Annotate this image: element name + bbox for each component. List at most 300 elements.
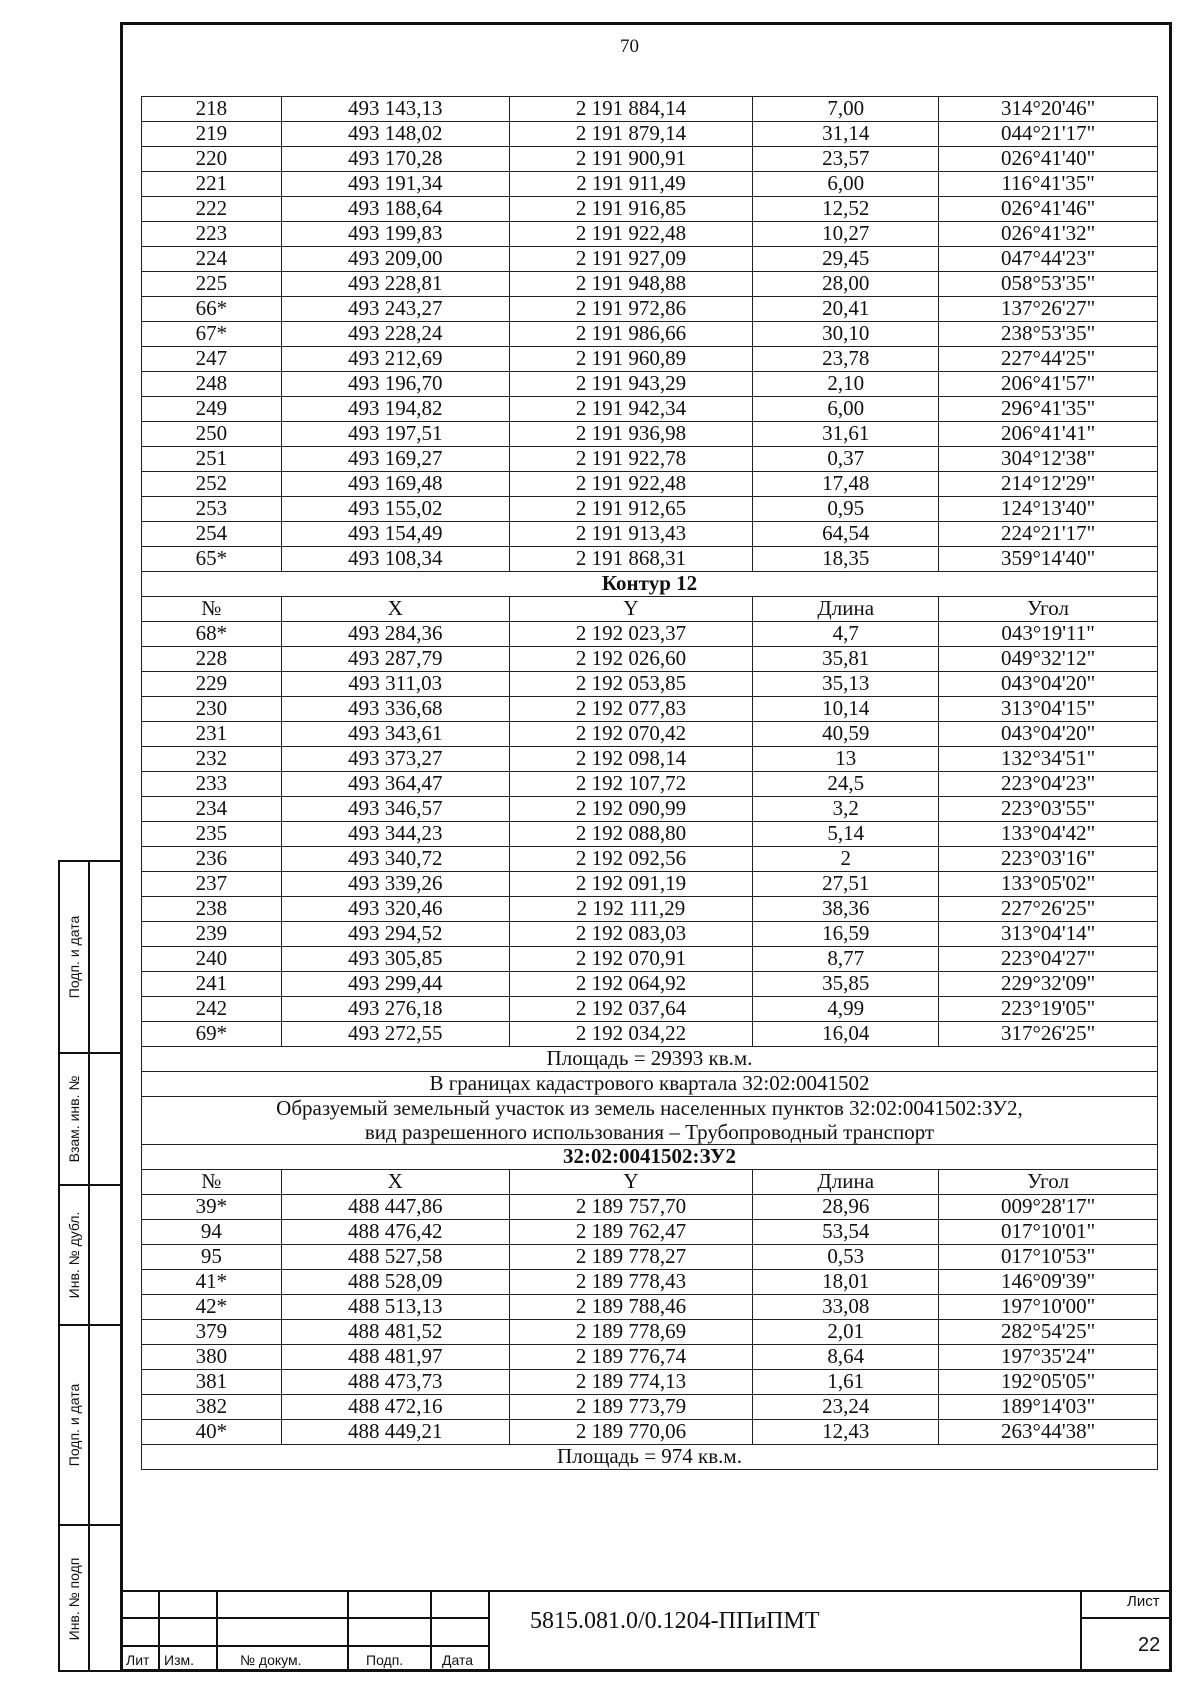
table-cell: 31,14 — [753, 122, 939, 147]
table-cell: 2 192 111,29 — [509, 897, 753, 922]
table-row — [142, 772, 1158, 797]
table-cell: 28,96 — [753, 1195, 939, 1220]
column-header: Длина — [753, 1170, 939, 1195]
table-row — [142, 1220, 1158, 1245]
column-header: X — [281, 597, 509, 622]
quarter-line: В границах кадастрового квартала 32:02:0041502 — [142, 1072, 1158, 1097]
table-cell: 223 — [142, 222, 282, 247]
table-cell: 242 — [142, 997, 282, 1022]
table-cell: 1,61 — [753, 1370, 939, 1395]
parcel-description-row — [142, 1097, 1158, 1145]
parcel-title-row — [142, 1145, 1158, 1170]
table-cell: 493 299,44 — [281, 972, 509, 997]
col-label-date: Дата — [442, 1652, 474, 1668]
table-cell: 206°41'41" — [939, 422, 1158, 447]
table-cell: 249 — [142, 397, 282, 422]
header-row — [142, 1170, 1158, 1195]
side-cell-sign-date-2 — [60, 1324, 120, 1524]
table-cell: 493 143,13 — [281, 97, 509, 122]
table-row — [142, 472, 1158, 497]
table-cell: 493 373,27 — [281, 747, 509, 772]
table-row — [142, 1320, 1158, 1345]
table-cell: 189°14'03" — [939, 1395, 1158, 1420]
table-cell: 2 191 986,66 — [509, 322, 753, 347]
table-cell: 2 191 911,49 — [509, 172, 753, 197]
table-row — [142, 172, 1158, 197]
table-cell: 31,61 — [753, 422, 939, 447]
table-cell: 314°20'46" — [939, 97, 1158, 122]
table-cell: 223°19'05" — [939, 997, 1158, 1022]
header-row — [142, 597, 1158, 622]
side-label: Подп. и дата — [66, 915, 82, 999]
table-cell: 0,37 — [753, 447, 939, 472]
table-cell: 192°05'05" — [939, 1370, 1158, 1395]
table-cell: 231 — [142, 722, 282, 747]
table-cell: 69* — [142, 1022, 282, 1047]
table-cell: 493 284,36 — [281, 622, 509, 647]
table-cell: 493 154,49 — [281, 522, 509, 547]
parcel-description-line: вид разрешенного использования – Трубопроводный транспорт — [364, 1119, 935, 1144]
table-cell: 2 191 972,86 — [509, 297, 753, 322]
table-cell: 2 189 757,70 — [509, 1195, 753, 1220]
table-cell: 043°04'20" — [939, 722, 1158, 747]
table-cell: 2 192 070,91 — [509, 947, 753, 972]
table-cell: 2 191 922,78 — [509, 447, 753, 472]
table-cell: 2 191 912,65 — [509, 497, 753, 522]
table-cell: 493 276,18 — [281, 997, 509, 1022]
table-cell: 234 — [142, 797, 282, 822]
table-cell: 133°05'02" — [939, 872, 1158, 897]
table-cell: 229°32'09" — [939, 972, 1158, 997]
sheet-number: 22 — [1138, 1634, 1161, 1656]
table-cell: 13 — [753, 747, 939, 772]
table-cell: 222 — [142, 197, 282, 222]
table-cell: 35,81 — [753, 647, 939, 672]
table-cell: 23,78 — [753, 347, 939, 372]
table-cell: 12,52 — [753, 197, 939, 222]
table-cell: 2 192 053,85 — [509, 672, 753, 697]
table-row — [142, 222, 1158, 247]
table-cell: 493 243,27 — [281, 297, 509, 322]
table-cell: 250 — [142, 422, 282, 447]
table-cell: 233 — [142, 772, 282, 797]
table-row — [142, 297, 1158, 322]
table-cell: 296°41'35" — [939, 397, 1158, 422]
table-cell: 17,48 — [753, 472, 939, 497]
table-cell: 493 191,34 — [281, 172, 509, 197]
table-cell: 0,95 — [753, 497, 939, 522]
table-cell: 049°32'12" — [939, 647, 1158, 672]
table-cell: 67* — [142, 322, 282, 347]
table-cell: 38,36 — [753, 897, 939, 922]
document-code: 5815.081.0/0.1204-ППиПМТ — [530, 1608, 820, 1634]
table-cell: 53,54 — [753, 1220, 939, 1245]
table-cell: 493 294,52 — [281, 922, 509, 947]
table-cell: 493 340,72 — [281, 847, 509, 872]
table-cell: 2 191 922,48 — [509, 472, 753, 497]
table-cell: 12,43 — [753, 1420, 939, 1445]
table-row — [142, 822, 1158, 847]
table-cell: 221 — [142, 172, 282, 197]
area-total-row — [142, 1445, 1158, 1470]
table-cell: 2 192 064,92 — [509, 972, 753, 997]
table-cell: 0,53 — [753, 1245, 939, 1270]
table-cell: 224°21'17" — [939, 522, 1158, 547]
table-cell: 10,14 — [753, 697, 939, 722]
table-cell: 493 148,02 — [281, 122, 509, 147]
table-cell: 2 189 773,79 — [509, 1395, 753, 1420]
table-cell: 493 228,24 — [281, 322, 509, 347]
table-cell: 493 339,26 — [281, 872, 509, 897]
table-cell: 2 192 092,56 — [509, 847, 753, 872]
side-label: Взам. инв. № — [66, 1075, 82, 1163]
side-cell-replace-inv — [60, 1052, 120, 1184]
table-row — [142, 272, 1158, 297]
table-row — [142, 747, 1158, 772]
table-cell: 8,77 — [753, 947, 939, 972]
table-cell: 95 — [142, 1245, 282, 1270]
table-row — [142, 497, 1158, 522]
table-row — [142, 722, 1158, 747]
table-cell: 493 188,64 — [281, 197, 509, 222]
table-row — [142, 397, 1158, 422]
table-cell: 218 — [142, 97, 282, 122]
table-cell: 197°10'00" — [939, 1295, 1158, 1320]
table-cell: 2 — [753, 847, 939, 872]
table-cell: 379 — [142, 1320, 282, 1345]
table-cell: 2 192 098,14 — [509, 747, 753, 772]
table-row — [142, 97, 1158, 122]
table-cell: 240 — [142, 947, 282, 972]
table-cell: 2 192 091,19 — [509, 872, 753, 897]
column-header: № — [142, 597, 282, 622]
table-cell: 6,00 — [753, 397, 939, 422]
table-cell: 488 527,58 — [281, 1245, 509, 1270]
table-cell: 230 — [142, 697, 282, 722]
table-cell: 33,08 — [753, 1295, 939, 1320]
parcel-description-line: Образуемый земельный участок из земель населенных пунктов 32:02:0041502:ЗУ2, — [276, 1096, 1023, 1120]
table-row — [142, 797, 1158, 822]
table-cell: 017°10'01" — [939, 1220, 1158, 1245]
table-row — [142, 197, 1158, 222]
table-cell: 64,54 — [753, 522, 939, 547]
table-cell: 488 449,21 — [281, 1420, 509, 1445]
coordinates-table — [141, 96, 1158, 1470]
table-cell: 493 364,47 — [281, 772, 509, 797]
table-row — [142, 1245, 1158, 1270]
table-cell: 2 189 762,47 — [509, 1220, 753, 1245]
column-header: Длина — [753, 597, 939, 622]
area-total: Площадь = 974 кв.м. — [142, 1445, 1158, 1470]
table-cell: 488 447,86 — [281, 1195, 509, 1220]
table-cell: 24,5 — [753, 772, 939, 797]
table-cell: 6,00 — [753, 172, 939, 197]
table-row — [142, 972, 1158, 997]
table-cell: 68* — [142, 622, 282, 647]
table-cell: 493 344,23 — [281, 822, 509, 847]
table-cell: 18,01 — [753, 1270, 939, 1295]
table-cell: 23,57 — [753, 147, 939, 172]
table-cell: 493 197,51 — [281, 422, 509, 447]
table-cell: 493 305,85 — [281, 947, 509, 972]
table-cell: 017°10'53" — [939, 1245, 1158, 1270]
parcel-description — [142, 1097, 1158, 1145]
table-cell: 3,2 — [753, 797, 939, 822]
table-cell: 254 — [142, 522, 282, 547]
table-cell: 232 — [142, 747, 282, 772]
table-cell: 493 169,27 — [281, 447, 509, 472]
table-cell: 009°28'17" — [939, 1195, 1158, 1220]
table-cell: 236 — [142, 847, 282, 872]
column-header: Угол — [939, 1170, 1158, 1195]
table-cell: 40* — [142, 1420, 282, 1445]
table-cell: 488 481,52 — [281, 1320, 509, 1345]
table-cell: 66* — [142, 297, 282, 322]
table-cell: 2 189 778,43 — [509, 1270, 753, 1295]
table-cell: 41* — [142, 1270, 282, 1295]
table-cell: 493 311,03 — [281, 672, 509, 697]
table-cell: 058°53'35" — [939, 272, 1158, 297]
table-cell: 493 212,69 — [281, 347, 509, 372]
table-cell: 238°53'35" — [939, 322, 1158, 347]
side-cell-dup-inv — [60, 1184, 120, 1324]
table-cell: 282°54'25" — [939, 1320, 1158, 1345]
table-cell: 380 — [142, 1345, 282, 1370]
col-label-sign: Подп. — [366, 1652, 404, 1668]
table-cell: 2 192 083,03 — [509, 922, 753, 947]
table-row — [142, 922, 1158, 947]
table-cell: 026°41'40" — [939, 147, 1158, 172]
table-cell: 488 473,73 — [281, 1370, 509, 1395]
area-total-row — [142, 1047, 1158, 1072]
table-cell: 2 191 960,89 — [509, 347, 753, 372]
col-label-doc-no: № докум. — [240, 1652, 302, 1668]
table-cell: 228 — [142, 647, 282, 672]
table-cell: 2 192 023,37 — [509, 622, 753, 647]
table-cell: 223°03'55" — [939, 797, 1158, 822]
table-cell: 313°04'15" — [939, 697, 1158, 722]
side-cell-orig-inv — [60, 1524, 120, 1672]
table-cell: 2 191 943,29 — [509, 372, 753, 397]
table-cell: 27,51 — [753, 872, 939, 897]
table-cell: 223°03'16" — [939, 847, 1158, 872]
table-cell: 488 481,97 — [281, 1345, 509, 1370]
table-cell: 2 192 034,22 — [509, 1022, 753, 1047]
table-cell: 2 191 927,09 — [509, 247, 753, 272]
table-cell: 239 — [142, 922, 282, 947]
table-cell: 2 192 026,60 — [509, 647, 753, 672]
side-label: Подп. и дата — [66, 1383, 82, 1467]
table-cell: 35,13 — [753, 672, 939, 697]
table-cell: 2 191 900,91 — [509, 147, 753, 172]
table-cell: 026°41'46" — [939, 197, 1158, 222]
table-row — [142, 547, 1158, 572]
table-cell: 493 108,34 — [281, 547, 509, 572]
table-cell: 18,35 — [753, 547, 939, 572]
table-row — [142, 1345, 1158, 1370]
table-cell: 94 — [142, 1220, 282, 1245]
table-cell: 206°41'57" — [939, 372, 1158, 397]
table-cell: 381 — [142, 1370, 282, 1395]
table-cell: 251 — [142, 447, 282, 472]
column-header: X — [281, 1170, 509, 1195]
area-total: Площадь = 29393 кв.м. — [142, 1047, 1158, 1072]
table-row — [142, 872, 1158, 897]
col-label-change: Изм. — [164, 1652, 194, 1668]
table-cell: 227°44'25" — [939, 347, 1158, 372]
contour-title: Контур 12 — [142, 572, 1158, 597]
table-cell: 2,10 — [753, 372, 939, 397]
parcel-title: 32:02:0041502:ЗУ2 — [142, 1145, 1158, 1170]
table-cell: 2 189 778,27 — [509, 1245, 753, 1270]
table-cell: 2 192 070,42 — [509, 722, 753, 747]
table-cell: 2 189 788,46 — [509, 1295, 753, 1320]
table-cell: 2 191 868,31 — [509, 547, 753, 572]
table-cell: 488 513,13 — [281, 1295, 509, 1320]
table-row — [142, 347, 1158, 372]
table-cell: 237 — [142, 872, 282, 897]
table-cell: 313°04'14" — [939, 922, 1158, 947]
table-cell: 043°19'11" — [939, 622, 1158, 647]
quarter-line-row — [142, 1072, 1158, 1097]
table-cell: 2,01 — [753, 1320, 939, 1345]
table-cell: 2 191 942,34 — [509, 397, 753, 422]
table-row — [142, 672, 1158, 697]
table-cell: 488 476,42 — [281, 1220, 509, 1245]
page-number: 70 — [620, 36, 639, 57]
table-cell: 29,45 — [753, 247, 939, 272]
table-cell: 493 287,79 — [281, 647, 509, 672]
table-row — [142, 447, 1158, 472]
table-cell: 488 528,09 — [281, 1270, 509, 1295]
table-cell: 65* — [142, 547, 282, 572]
table-cell: 23,24 — [753, 1395, 939, 1420]
table-row — [142, 847, 1158, 872]
table-cell: 241 — [142, 972, 282, 997]
side-cell-sign-date — [60, 862, 120, 1052]
table-cell: 39* — [142, 1195, 282, 1220]
table-cell: 488 472,16 — [281, 1395, 509, 1420]
table-cell: 382 — [142, 1395, 282, 1420]
table-cell: 8,64 — [753, 1345, 939, 1370]
table-cell: 2 189 776,74 — [509, 1345, 753, 1370]
table-cell: 493 228,81 — [281, 272, 509, 297]
table-row — [142, 1195, 1158, 1220]
table-cell: 229 — [142, 672, 282, 697]
table-cell: 133°04'42" — [939, 822, 1158, 847]
table-cell: 493 196,70 — [281, 372, 509, 397]
table-cell: 223°04'27" — [939, 947, 1158, 972]
contour-title-row — [142, 572, 1158, 597]
table-row — [142, 247, 1158, 272]
table-cell: 219 — [142, 122, 282, 147]
table-cell: 35,85 — [753, 972, 939, 997]
column-header: № — [142, 1170, 282, 1195]
table-cell: 223°04'23" — [939, 772, 1158, 797]
table-cell: 116°41'35" — [939, 172, 1158, 197]
table-cell: 493 272,55 — [281, 1022, 509, 1047]
side-label: Инв. № подп — [66, 1557, 82, 1641]
table-cell: 2 192 107,72 — [509, 772, 753, 797]
table-cell: 16,04 — [753, 1022, 939, 1047]
table-cell: 197°35'24" — [939, 1345, 1158, 1370]
table-cell: 2 189 778,69 — [509, 1320, 753, 1345]
table-cell: 238 — [142, 897, 282, 922]
table-row — [142, 422, 1158, 447]
table-row — [142, 897, 1158, 922]
table-cell: 317°26'25" — [939, 1022, 1158, 1047]
side-stamp — [58, 860, 120, 1672]
table-cell: 42* — [142, 1295, 282, 1320]
table-cell: 493 194,82 — [281, 397, 509, 422]
table-row — [142, 1395, 1158, 1420]
table-row — [142, 522, 1158, 547]
table-cell: 493 346,57 — [281, 797, 509, 822]
table-cell: 2 191 948,88 — [509, 272, 753, 297]
table-row — [142, 1022, 1158, 1047]
table-cell: 2 192 037,64 — [509, 997, 753, 1022]
table-cell: 227°26'25" — [939, 897, 1158, 922]
table-cell: 137°26'27" — [939, 297, 1158, 322]
table-cell: 043°04'20" — [939, 672, 1158, 697]
table-cell: 493 170,28 — [281, 147, 509, 172]
table-cell: 2 191 884,14 — [509, 97, 753, 122]
table-cell: 493 343,61 — [281, 722, 509, 747]
table-row — [142, 697, 1158, 722]
column-header: Угол — [939, 597, 1158, 622]
table-cell: 235 — [142, 822, 282, 847]
table-cell: 493 320,46 — [281, 897, 509, 922]
table-cell: 2 191 922,48 — [509, 222, 753, 247]
table-row — [142, 1270, 1158, 1295]
table-cell: 044°21'17" — [939, 122, 1158, 147]
table-cell: 2 192 088,80 — [509, 822, 753, 847]
table-cell: 2 191 936,98 — [509, 422, 753, 447]
table-cell: 047°44'23" — [939, 247, 1158, 272]
table-cell: 20,41 — [753, 297, 939, 322]
table-cell: 247 — [142, 347, 282, 372]
table-cell: 214°12'29" — [939, 472, 1158, 497]
table-cell: 2 192 090,99 — [509, 797, 753, 822]
table-cell: 132°34'51" — [939, 747, 1158, 772]
table-row — [142, 1295, 1158, 1320]
column-header: Y — [509, 1170, 753, 1195]
table-row — [142, 1370, 1158, 1395]
table-cell: 493 199,83 — [281, 222, 509, 247]
table-row — [142, 372, 1158, 397]
table-cell: 16,59 — [753, 922, 939, 947]
table-row — [142, 997, 1158, 1022]
side-label: Инв. № дубл. — [66, 1211, 82, 1299]
table-cell: 2 191 879,14 — [509, 122, 753, 147]
table-cell: 5,14 — [753, 822, 939, 847]
table-cell: 252 — [142, 472, 282, 497]
table-cell: 220 — [142, 147, 282, 172]
table-cell: 7,00 — [753, 97, 939, 122]
col-label-lit: Лит — [126, 1652, 150, 1668]
table-cell: 2 191 913,43 — [509, 522, 753, 547]
table-row — [142, 647, 1158, 672]
table-cell: 248 — [142, 372, 282, 397]
table-cell: 2 189 774,13 — [509, 1370, 753, 1395]
table-cell: 146°09'39" — [939, 1270, 1158, 1295]
table-cell: 263°44'38" — [939, 1420, 1158, 1445]
table-row — [142, 122, 1158, 147]
table-cell: 4,99 — [753, 997, 939, 1022]
table-cell: 225 — [142, 272, 282, 297]
table-row — [142, 947, 1158, 972]
table-cell: 28,00 — [753, 272, 939, 297]
